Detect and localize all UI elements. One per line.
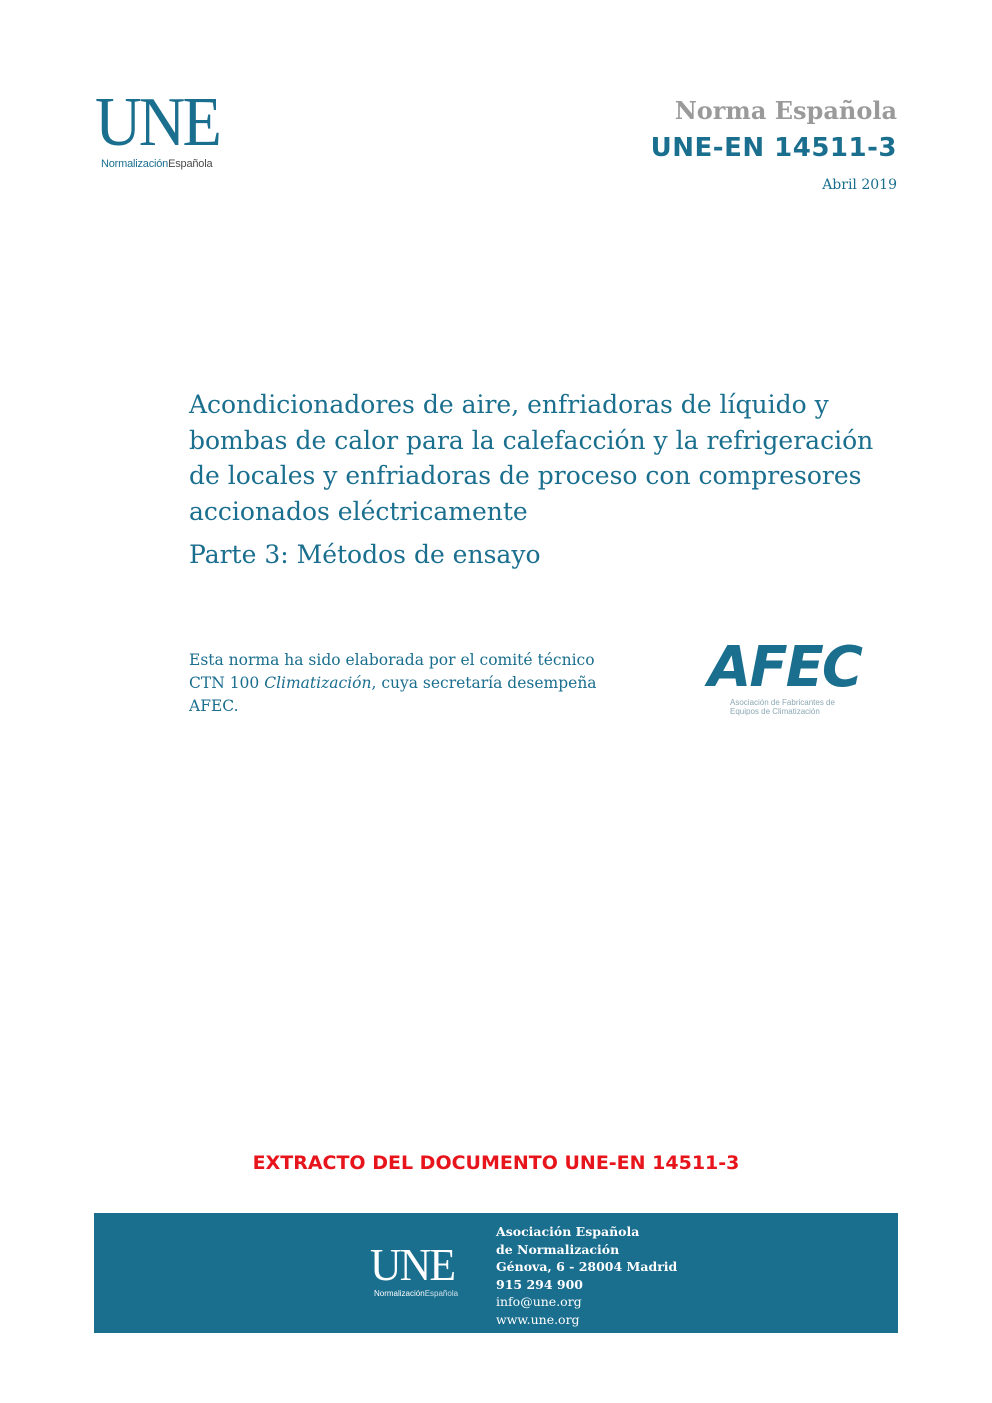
footer-tagline-a: Normalización xyxy=(374,1289,425,1298)
document-header xyxy=(651,96,897,193)
footer-tagline-b: Española xyxy=(424,1289,459,1298)
committee-code: CTN 100 xyxy=(189,674,265,692)
note-line-3: AFEC. xyxy=(189,697,239,715)
footer-une-logo-tagline xyxy=(374,1289,459,1298)
org-address: Génova, 6 - 28004 Madrid xyxy=(496,1259,678,1274)
document-type: Norma Española xyxy=(674,96,897,125)
une-logo-tagline-a: Normalización xyxy=(101,158,169,170)
une-logo-tagline-b: Española xyxy=(168,158,213,170)
org-phone: 915 294 900 xyxy=(496,1276,583,1292)
title-line: Acondicionadores de aire, enfriadoras de líquido y xyxy=(189,390,829,419)
afec-logo xyxy=(708,635,878,720)
org-email-link[interactable]: info@une.org xyxy=(496,1294,582,1309)
title-line: accionados eléctricamente xyxy=(189,496,528,526)
une-logo xyxy=(95,84,245,182)
footer-une-logo-mark: UNE xyxy=(370,1239,455,1290)
org-name-1: Asociación Española xyxy=(496,1224,640,1239)
committee-note xyxy=(189,649,649,718)
afec-logo-mark: AFEC xyxy=(708,635,861,700)
extract-notice: EXTRACTO DEL DOCUMENTO UNE-EN 14511-3 xyxy=(252,1152,740,1174)
note-line-2-tail: , cuya secretaría desempeña xyxy=(371,674,597,692)
org-name-2: de Normalización xyxy=(496,1241,620,1257)
footer-une-logo xyxy=(370,1239,459,1298)
afec-tagline-1: Asociación de Fabricantes de xyxy=(730,698,835,707)
footer-contact xyxy=(496,1223,677,1328)
document-date: Abril 2019 xyxy=(822,177,897,193)
document-title xyxy=(189,387,889,529)
org-web-link[interactable]: www.une.org xyxy=(496,1311,580,1327)
title-line: bombas de calor para la calefacción y la refrigeración xyxy=(189,425,874,455)
note-line-2 xyxy=(189,672,649,695)
une-logo-mark: UNE xyxy=(95,84,220,161)
footer-band xyxy=(94,1213,898,1333)
document-code: UNE-EN 14511-3 xyxy=(650,133,897,163)
title-line: de locales y enfriadoras de proceso con compresores xyxy=(189,461,862,490)
afec-logo-tagline xyxy=(730,698,878,716)
document-part: Parte 3: Métodos de ensayo xyxy=(189,540,541,569)
committee-name: Climatización xyxy=(264,674,372,692)
note-line-1: Esta norma ha sido elaborada por el comité técnico xyxy=(189,651,595,669)
afec-tagline-2: Equipos de Climatización xyxy=(730,707,820,716)
